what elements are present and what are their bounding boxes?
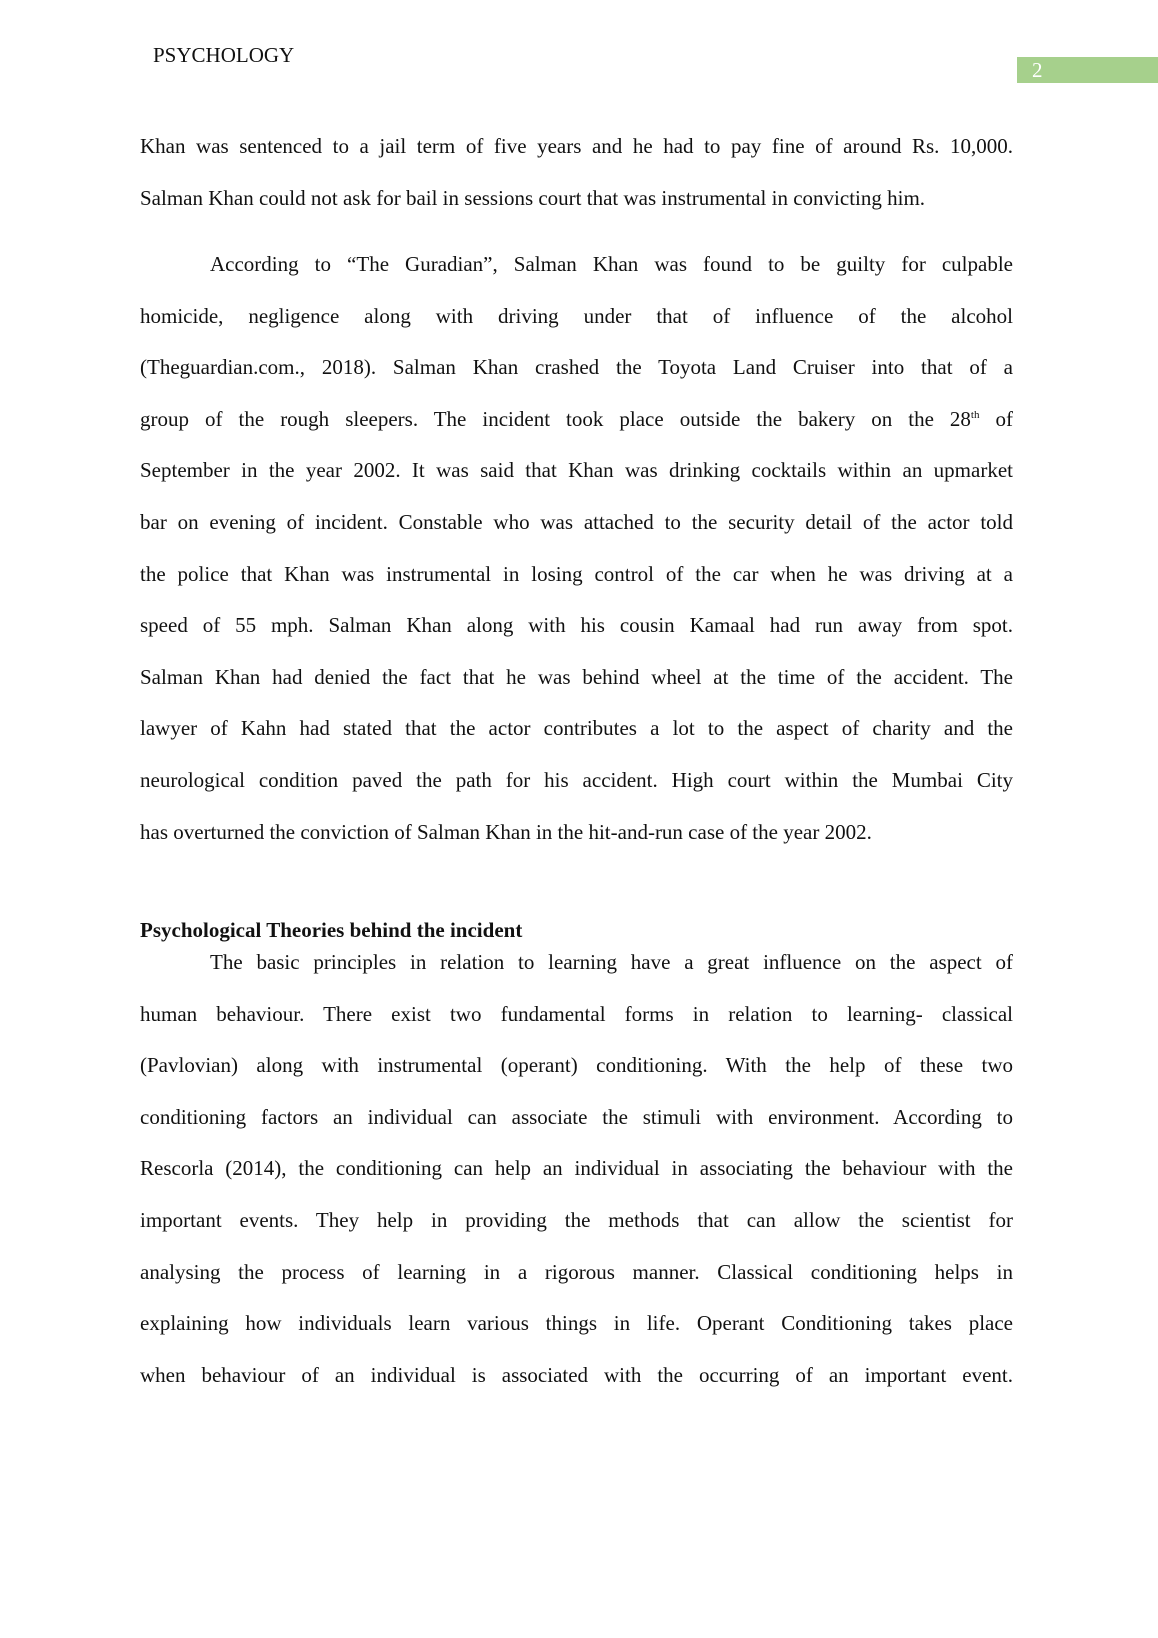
line-text: (Pavlovian) along with instrumental (operant) conditioning. With the help of these two <box>140 1053 1013 1078</box>
line-text: important events. They help in providing the methods that can allow the scientist for <box>140 1207 1013 1232</box>
page-number-box <box>1017 57 1158 83</box>
superscript: th <box>970 408 980 421</box>
line-text: Salman Khan could not ask for bail in sessions court that was instrumental in convicting him. <box>140 185 926 210</box>
line-text: According to “The Guradian”, Salman Khan was found to be guilty for culpable <box>210 252 1013 276</box>
text-line <box>140 1247 1013 1299</box>
line-text: Khan was sentenced to a jail term of five years and he had to pay fine of around Rs. 10,000. <box>140 134 1013 158</box>
text-line <box>140 1195 1013 1247</box>
line-text: Rescorla (2014), the conditioning can help an individual in associating the behaviour with the <box>140 1156 1013 1181</box>
line-text: The basic principles in relation to learning have a great influence on the aspect of <box>210 950 1013 974</box>
line-text: group of the rough sleepers. The incident took place outside the bakery on the 28 <box>140 406 971 431</box>
line-text: lawyer of Kahn had stated that the actor contributes a lot to the aspect of charity and the <box>140 716 1013 741</box>
line-text: Salman Khan had denied the fact that he was behind wheel at the time of the accident. The <box>140 664 1013 689</box>
line-text: human behaviour. There exist two fundamental forms in relation to learning- classical <box>140 1001 1013 1026</box>
text-line <box>140 445 1013 497</box>
line-text: has overturned the conviction of Salman Khan in the hit-and-run case of the year 2002. <box>140 819 872 844</box>
text-line <box>140 1040 1013 1092</box>
text-line <box>140 703 1013 755</box>
text-line <box>140 937 1013 989</box>
line-text: neurological condition paved the path for his accident. High court within the Mumbai City <box>140 767 1013 792</box>
paragraph-1 <box>140 121 1013 224</box>
text-line <box>140 600 1013 652</box>
line-text: explaining how individuals learn various things in life. Operant Conditioning takes place <box>140 1311 1013 1336</box>
line-text: homicide, negligence along with driving under that of influence of the alcohol <box>140 303 1013 328</box>
line-text: when behaviour of an individual is associated with the occurring of an important event. <box>140 1362 1013 1387</box>
line-text: bar on evening of incident. Constable who was attached to the security detail of the actor told <box>140 509 1013 534</box>
text-line <box>140 549 1013 601</box>
line-text: (Theguardian.com., 2018). Salman Khan crashed the Toyota Land Cruiser into that of a <box>140 355 1013 380</box>
paragraph-2 <box>140 239 1013 858</box>
text-line <box>140 497 1013 549</box>
line-text: conditioning factors an individual can associate the stimuli with environment. According to <box>140 1104 1013 1129</box>
page-number: 2 <box>1032 58 1043 82</box>
text-line <box>140 173 1013 225</box>
paragraph-3 <box>140 937 1013 1401</box>
text-line <box>140 121 1013 173</box>
text-line <box>140 1143 1013 1195</box>
line-text: speed of 55 mph. Salman Khan along with his cousin Kamaal had run away from spot. <box>140 613 1013 638</box>
text-line <box>140 652 1013 704</box>
running-head: PSYCHOLOGY <box>153 43 295 67</box>
line-text: analysing the process of learning in a rigorous manner. Classical conditioning helps in <box>140 1259 1013 1284</box>
text-line <box>140 1092 1013 1144</box>
text-line <box>140 291 1013 343</box>
text-line <box>140 755 1013 807</box>
text-line <box>140 989 1013 1041</box>
text-line <box>140 239 1013 291</box>
section-heading: Psychological Theories behind the incident <box>140 918 523 942</box>
text-line <box>140 807 1013 859</box>
text-line <box>140 394 1013 446</box>
text-line <box>140 1350 1013 1402</box>
line-text: September in the year 2002. It was said that Khan was drinking cocktails within an upmarket <box>140 458 1013 483</box>
text-line <box>140 342 1013 394</box>
line-text: the police that Khan was instrumental in losing control of the car when he was driving at a <box>140 561 1013 586</box>
line-text-tail: of <box>979 406 1013 431</box>
text-line <box>140 1298 1013 1350</box>
